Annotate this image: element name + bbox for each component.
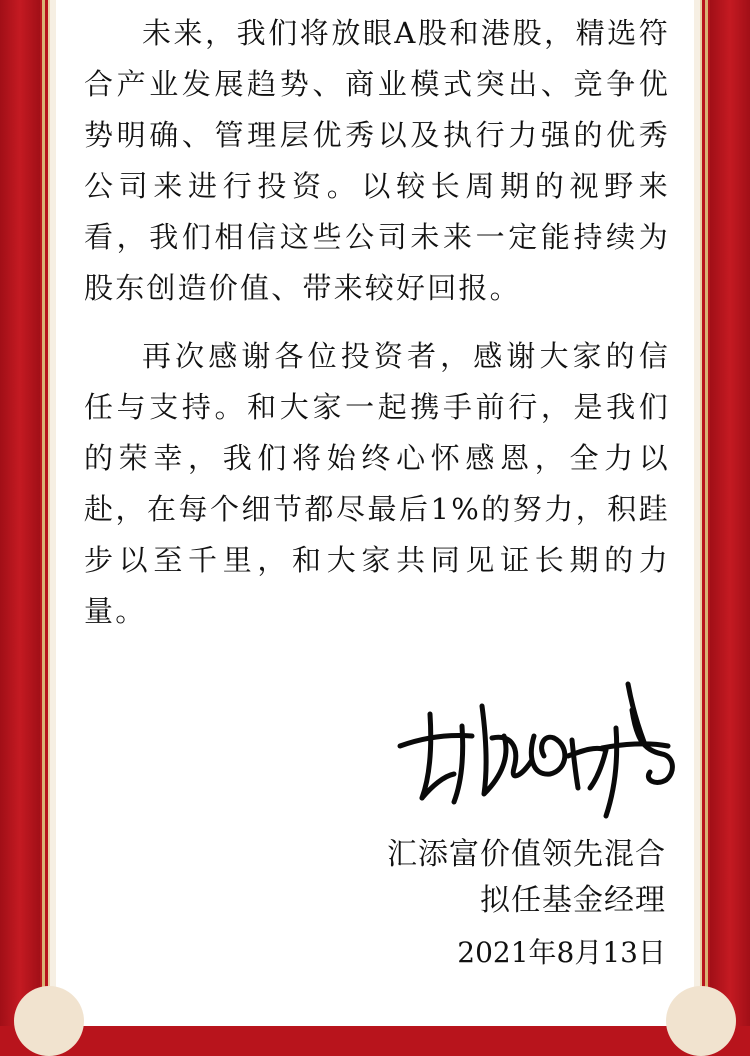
manager-role: 拟任基金经理 [480,883,666,918]
right-gold-trim [705,0,708,1026]
left-gold-trim [42,0,45,1026]
left-red-border [0,0,40,1026]
signature-block [387,832,666,976]
bottom-right-ornament [666,986,736,1056]
letter-body [84,8,670,637]
letter-date: 2021年8月13日 [457,936,666,969]
handwritten-signature [392,676,682,826]
fund-name: 汇添富价值领先混合 [387,837,666,872]
letter-paragraph: 再次感谢各位投资者，感谢大家的信任与支持。和大家一起携手前行，是我们的荣幸，我们将始终心怀感恩，全力以赴，在每个细节都尽最后1%的努力，积跬步以至千里，和大家共同见证长期的力量。 [84,339,670,628]
right-red-border [710,0,750,1026]
bottom-left-ornament [14,986,84,1056]
letter-paragraph: 未来，我们将放眼A股和港股，精选符合产业发展趋势、商业模式突出、竞争优势明确、管理层优秀以及执行力强的优秀公司来进行投资。以较长周期的视野来看，我们相信这些公司未来一定能持续为股东创造价值、带来较好回报。 [84,16,670,305]
